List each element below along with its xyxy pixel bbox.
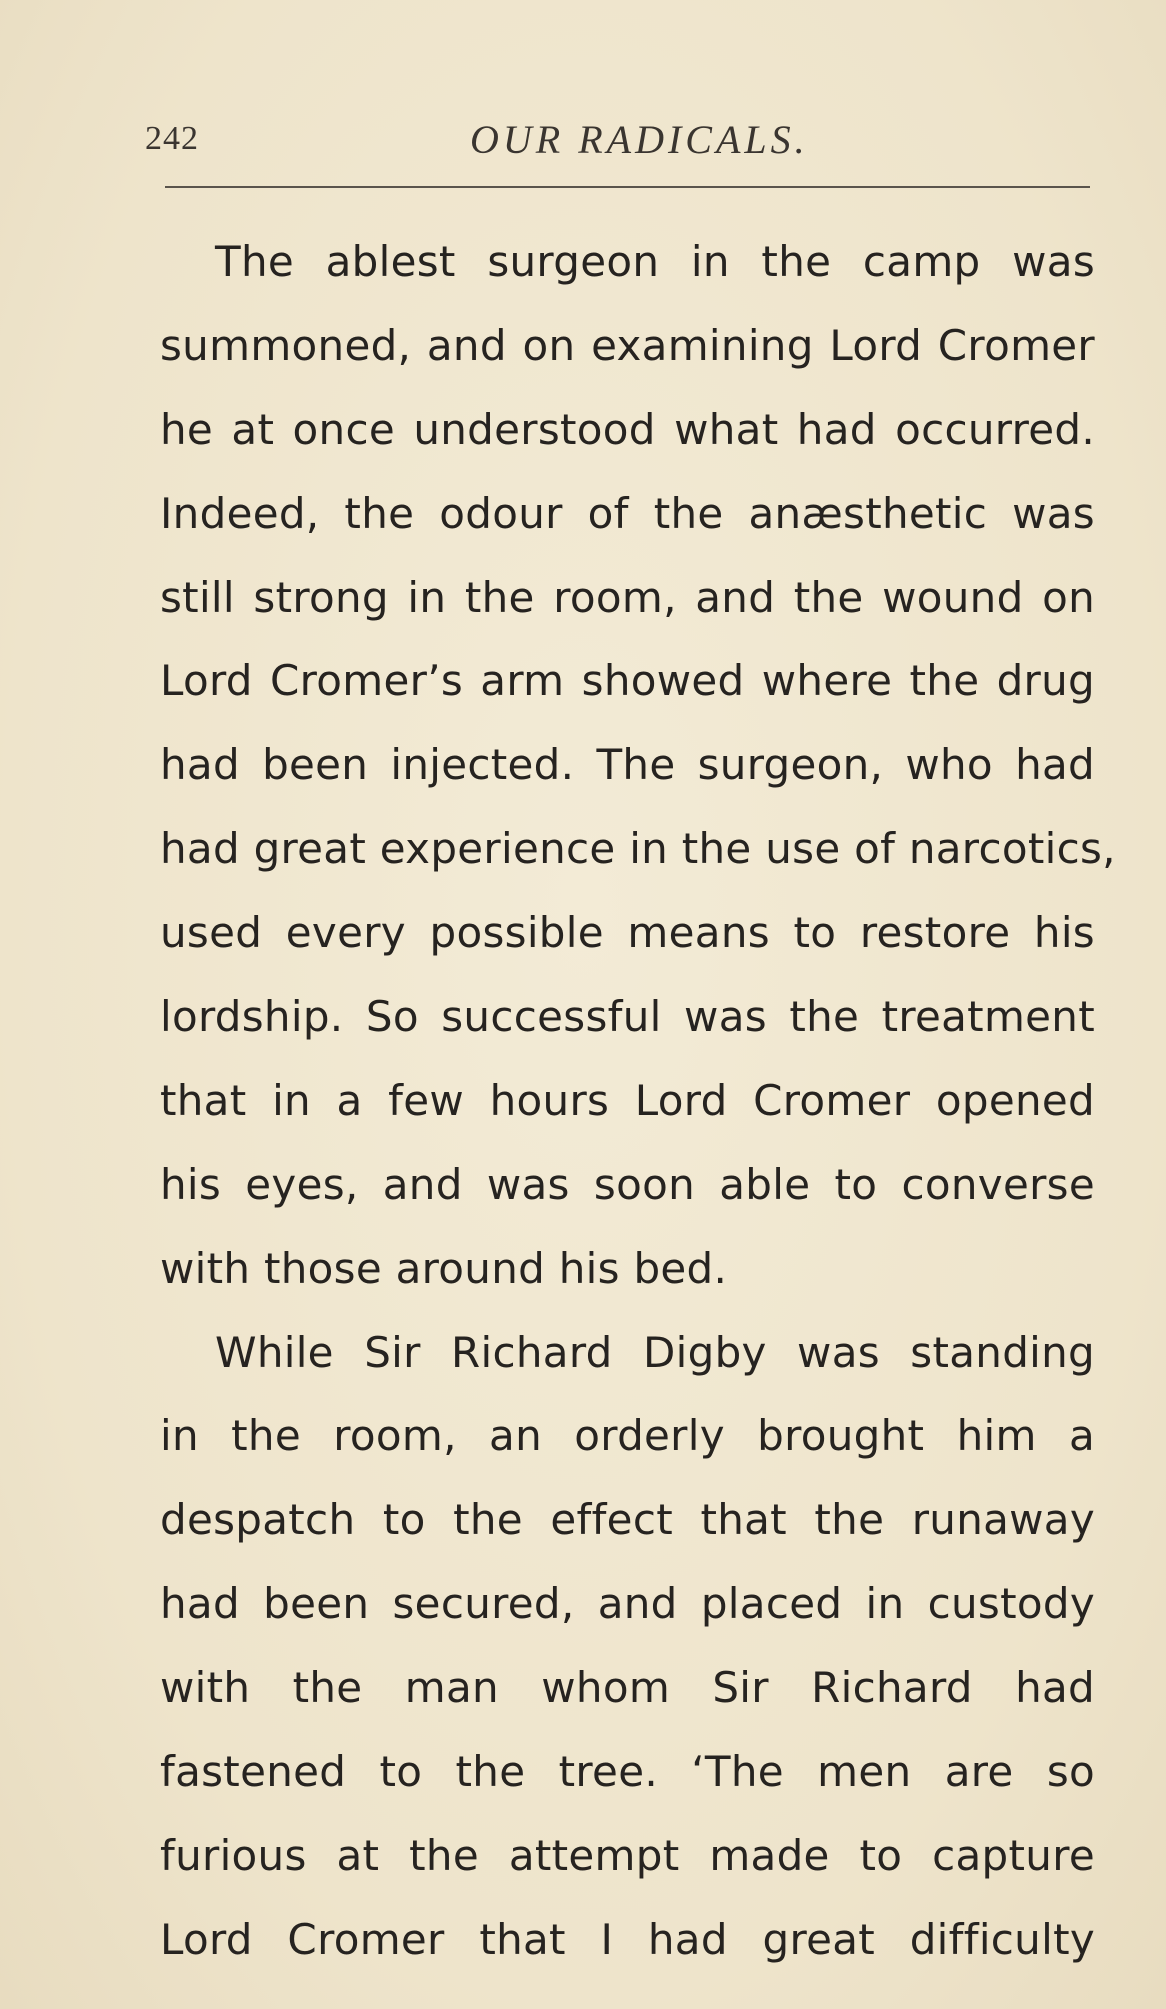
text-line: The ablest surgeon in the camp was bbox=[215, 237, 1095, 286]
text-line: used every possible means to restore his bbox=[160, 908, 1095, 958]
text-line: still strong in the room, and the wound on bbox=[160, 572, 1095, 622]
header-rule bbox=[165, 186, 1090, 188]
text-line: that in a few hours Lord Cromer opened bbox=[160, 1075, 1095, 1125]
text-line: had great experience in the use of narcotics, bbox=[160, 824, 1116, 874]
text-line: had been injected. The surgeon, who had bbox=[160, 740, 1095, 790]
text-line: had been secured, and placed in custody bbox=[160, 1579, 1095, 1629]
running-title: OUR RADICALS. bbox=[470, 117, 809, 162]
text-line: lordship. So successful was the treatment bbox=[160, 992, 1095, 1042]
text-line: his eyes, and was soon able to converse bbox=[160, 1159, 1095, 1209]
body-text bbox=[160, 220, 1116, 1982]
text-line: fastened to the tree. ‘The men are so bbox=[160, 1747, 1095, 1797]
page-number: 242 bbox=[145, 120, 199, 157]
text-line: While Sir Richard Digby was standing bbox=[215, 1327, 1095, 1377]
text-line: summoned, and on examining Lord Cromer bbox=[160, 320, 1095, 370]
text-line: Lord Cromer that I had great difficulty bbox=[160, 1914, 1095, 1964]
text-line: in the room, an orderly brought him a bbox=[160, 1411, 1095, 1461]
text-line: furious at the attempt made to capture bbox=[160, 1830, 1095, 1880]
text-line: despatch to the effect that the runaway bbox=[160, 1495, 1095, 1545]
text-line: with the man whom Sir Richard had bbox=[160, 1663, 1095, 1713]
text-line: with those around his bed. bbox=[160, 1243, 728, 1293]
text-line: Lord Cromer’s arm showed where the drug bbox=[160, 656, 1095, 706]
running-head bbox=[145, 112, 1045, 162]
text-line: Indeed, the odour of the anæsthetic was bbox=[160, 488, 1095, 538]
text-line: he at once understood what had occurred. bbox=[160, 404, 1095, 454]
